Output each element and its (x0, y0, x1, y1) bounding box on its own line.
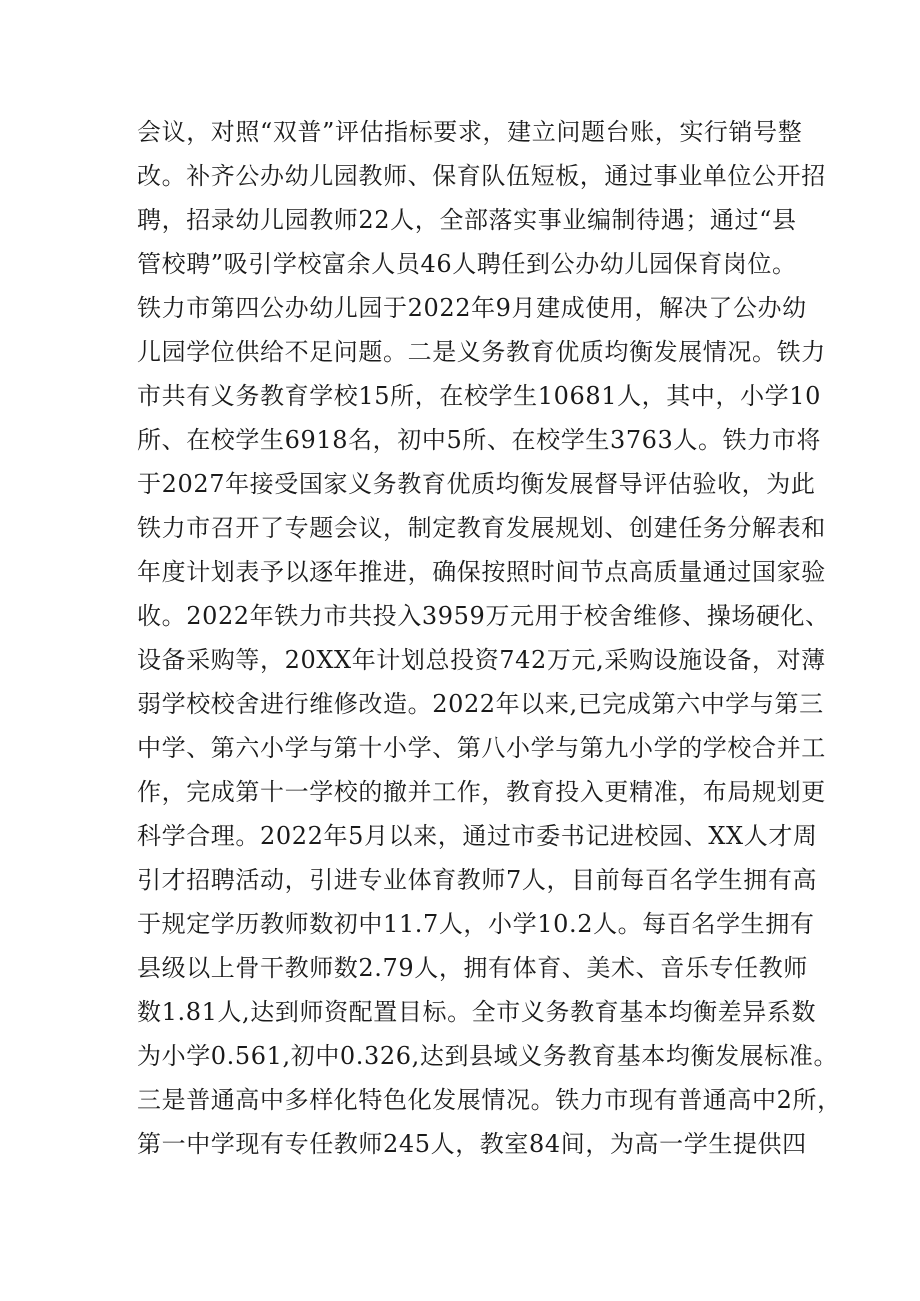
text-line: 三是普通高中多样化特色化发展情况。铁力市现有普通高中2所， (137, 1086, 842, 1114)
text-line: 铁力市召开了专题会议，制定教育发展规划、创建任务分解表和 (137, 514, 826, 542)
text-line: 于规定学历教师数初中11.7人，小学10.2人。每百名学生拥有 (137, 910, 815, 938)
text-line: 铁力市第四公办幼儿园于2022年9月建成使用，解决了公办幼 (137, 294, 807, 322)
text-line: 会议，对照“双普”评估指标要求，建立问题台账，实行销号整 (137, 118, 803, 146)
text-line: 作，完成第十一学校的撤并工作，教育投入更精准，布局规划更 (137, 778, 826, 806)
text-line: 第一中学现有专任教师245人，教室84间，为高一学生提供四 (137, 1130, 807, 1158)
body-text (137, 110, 842, 1166)
text-line: 市共有义务教育学校15所，在校学生10681人，其中，小学10 (137, 382, 822, 410)
text-line: 县级以上骨干教师数2.79人，拥有体育、美术、音乐专任教师 (137, 954, 808, 982)
text-line: 为小学0.561,初中0.326,达到县域义务教育基本均衡发展标准。 (137, 1042, 839, 1070)
text-line: 儿园学位供给不足问题。二是义务教育优质均衡发展情况。铁力 (137, 338, 826, 366)
text-line: 弱学校校舍进行维修改造。2022年以来,已完成第六中学与第三 (137, 690, 824, 718)
text-line: 科学合理。2022年5月以来，通过市委书记进校园、XX人才周 (137, 822, 818, 850)
text-line: 收。2022年铁力市共投入3959万元用于校舍维修、操场硬化、 (137, 602, 830, 630)
text-line: 数1.81人,达到师资配置目标。全市义务教育基本均衡差异系数 (137, 998, 817, 1026)
text-line: 年度计划表予以逐年推进，确保按照时间节点高质量通过国家验 (137, 558, 826, 586)
text-line: 引才招聘活动，引进专业体育教师7人，目前每百名学生拥有高 (137, 866, 818, 894)
text-line: 中学、第六小学与第十小学、第八小学与第九小学的学校合并工 (137, 734, 826, 762)
text-line: 改。补齐公办幼儿园教师、保育队伍短板，通过事业单位公开招 (137, 162, 826, 190)
text-line: 所、在校学生6918名，初中5所、在校学生3763人。铁力市将 (137, 426, 822, 454)
text-line: 于2027年接受国家义务教育优质均衡发展督导评估验收，为此 (137, 470, 816, 498)
text-line: 聘，招录幼儿园教师22人，全部落实事业编制待遇；通过“县 (137, 206, 797, 234)
text-line: 管校聘”吸引学校富余人员46人聘任到公办幼儿园保育岗位。 (137, 250, 797, 278)
text-line: 设备采购等，20XX年计划总投资742万元,采购设施设备，对薄 (137, 646, 826, 674)
